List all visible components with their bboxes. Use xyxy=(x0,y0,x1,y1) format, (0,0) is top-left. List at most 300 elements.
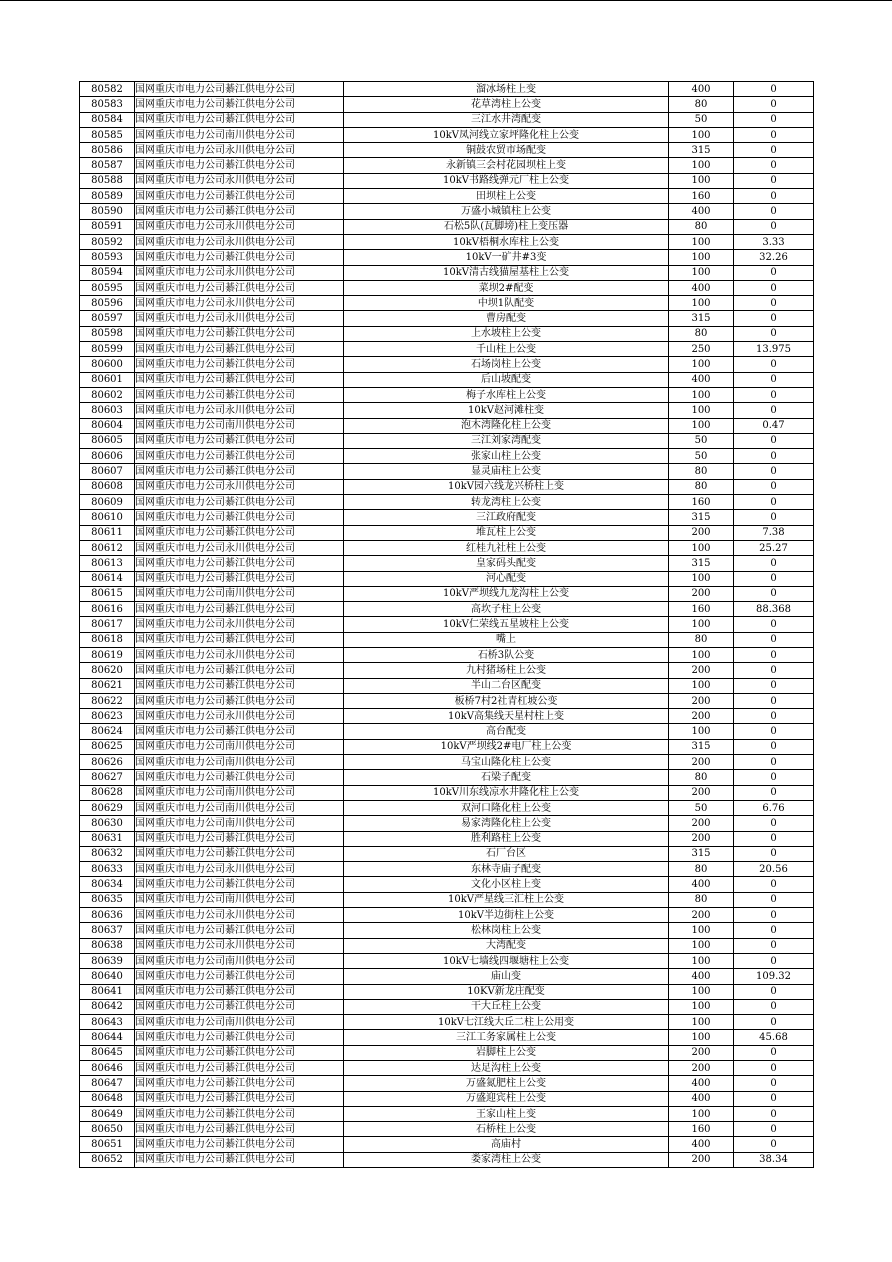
capacity-cell: 50 xyxy=(669,112,734,127)
row-id-cell: 80588 xyxy=(80,173,135,188)
transformer-table xyxy=(79,81,814,1168)
transformer-name-cell: 10kV严星线三汇柱上公变 xyxy=(344,892,669,907)
capacity-cell: 80 xyxy=(669,326,734,341)
capacity-cell: 200 xyxy=(669,1152,734,1167)
transformer-name-cell: 三江政府配变 xyxy=(344,510,669,525)
row-id-cell: 80583 xyxy=(80,97,135,112)
capacity-cell: 100 xyxy=(669,1015,734,1030)
capacity-cell: 80 xyxy=(669,479,734,494)
row-id-cell: 80598 xyxy=(80,326,135,341)
row-id-cell: 80651 xyxy=(80,1137,135,1152)
value-cell: 0 xyxy=(734,311,814,326)
value-cell: 0 xyxy=(734,816,814,831)
transformer-name-cell: 万盛小城镇柱上公变 xyxy=(344,204,669,219)
capacity-cell: 315 xyxy=(669,556,734,571)
value-cell: 0 xyxy=(734,770,814,785)
table-row xyxy=(80,357,814,372)
capacity-cell: 315 xyxy=(669,739,734,754)
table-row xyxy=(80,800,814,815)
transformer-name-cell: 红桂九社柱上公变 xyxy=(344,540,669,555)
transformer-name-cell: 石桥3队公变 xyxy=(344,647,669,662)
transformer-name-cell: 万盛迎宾柱上公变 xyxy=(344,1091,669,1106)
capacity-cell: 200 xyxy=(669,816,734,831)
table-row xyxy=(80,479,814,494)
value-cell: 0 xyxy=(734,265,814,280)
transformer-name-cell: 易家湾隆化柱上公变 xyxy=(344,816,669,831)
company-cell: 国网重庆市电力公司綦江供电分公司 xyxy=(135,1106,344,1121)
value-cell: 0.47 xyxy=(734,418,814,433)
company-cell: 国网重庆市电力公司綦江供电分公司 xyxy=(135,969,344,984)
table-row xyxy=(80,173,814,188)
company-cell: 国网重庆市电力公司綦江供电分公司 xyxy=(135,632,344,647)
transformer-name-cell: 高台配变 xyxy=(344,724,669,739)
table-row xyxy=(80,647,814,662)
transformer-name-cell: 10kV严坝线2#电厂柱上公变 xyxy=(344,739,669,754)
company-cell: 国网重庆市电力公司綦江供电分公司 xyxy=(135,1137,344,1152)
company-cell: 国网重庆市电力公司南川供电分公司 xyxy=(135,755,344,770)
company-cell: 国网重庆市电力公司南川供电分公司 xyxy=(135,892,344,907)
row-id-cell: 80628 xyxy=(80,785,135,800)
transformer-name-cell: 10KV新龙庄配变 xyxy=(344,984,669,999)
row-id-cell: 80594 xyxy=(80,265,135,280)
capacity-cell: 200 xyxy=(669,908,734,923)
value-cell: 6.76 xyxy=(734,800,814,815)
value-cell: 0 xyxy=(734,923,814,938)
row-id-cell: 80618 xyxy=(80,632,135,647)
transformer-name-cell: 石场岗柱上公变 xyxy=(344,357,669,372)
transformer-name-cell: 松林岗柱上公变 xyxy=(344,923,669,938)
transformer-name-cell: 铜鼓农贸市场配变 xyxy=(344,143,669,158)
table-row xyxy=(80,556,814,571)
table-row xyxy=(80,969,814,984)
transformer-name-cell: 高庙村 xyxy=(344,1137,669,1152)
value-cell: 0 xyxy=(734,1076,814,1091)
transformer-name-cell: 显灵庙柱上公变 xyxy=(344,464,669,479)
value-cell: 0 xyxy=(734,984,814,999)
company-cell: 国网重庆市电力公司綦江供电分公司 xyxy=(135,280,344,295)
transformer-name-cell: 菜坝2#配变 xyxy=(344,280,669,295)
value-cell: 0 xyxy=(734,1122,814,1137)
value-cell: 0 xyxy=(734,617,814,632)
row-id-cell: 80631 xyxy=(80,831,135,846)
value-cell: 0 xyxy=(734,556,814,571)
company-cell: 国网重庆市电力公司永川供电分公司 xyxy=(135,647,344,662)
capacity-cell: 100 xyxy=(669,418,734,433)
company-cell: 国网重庆市电力公司南川供电分公司 xyxy=(135,586,344,601)
value-cell: 13.975 xyxy=(734,342,814,357)
transformer-name-cell: 10kV园六线龙兴桥柱上变 xyxy=(344,479,669,494)
capacity-cell: 400 xyxy=(669,1137,734,1152)
transformer-name-cell: 双河口隆化柱上公变 xyxy=(344,800,669,815)
transformer-name-cell: 田坝柱上公变 xyxy=(344,189,669,204)
table-row xyxy=(80,495,814,510)
transformer-name-cell: 三江刘家湾配变 xyxy=(344,433,669,448)
capacity-cell: 100 xyxy=(669,647,734,662)
capacity-cell: 50 xyxy=(669,449,734,464)
row-id-cell: 80629 xyxy=(80,800,135,815)
transformer-name-cell: 永新镇三会村花园坝柱上变 xyxy=(344,158,669,173)
company-cell: 国网重庆市电力公司綦江供电分公司 xyxy=(135,495,344,510)
transformer-name-cell: 王家山柱上变 xyxy=(344,1106,669,1121)
table-row xyxy=(80,586,814,601)
capacity-cell: 50 xyxy=(669,433,734,448)
capacity-cell: 100 xyxy=(669,1106,734,1121)
transformer-name-cell: 东林寺庙子配变 xyxy=(344,862,669,877)
company-cell: 国网重庆市电力公司綦江供电分公司 xyxy=(135,770,344,785)
row-id-cell: 80649 xyxy=(80,1106,135,1121)
company-cell: 国网重庆市电力公司永川供电分公司 xyxy=(135,311,344,326)
value-cell: 38.34 xyxy=(734,1152,814,1167)
table-row xyxy=(80,1045,814,1060)
transformer-name-cell: 万盛氮肥柱上公变 xyxy=(344,1076,669,1091)
value-cell: 0 xyxy=(734,693,814,708)
table-row xyxy=(80,831,814,846)
company-cell: 国网重庆市电力公司綦江供电分公司 xyxy=(135,1045,344,1060)
transformer-name-cell: 胜利路柱上公变 xyxy=(344,831,669,846)
value-cell: 0 xyxy=(734,1091,814,1106)
capacity-cell: 400 xyxy=(669,280,734,295)
table-row xyxy=(80,984,814,999)
transformer-name-cell: 中坝1队配变 xyxy=(344,296,669,311)
row-id-cell: 80613 xyxy=(80,556,135,571)
capacity-cell: 200 xyxy=(669,693,734,708)
capacity-cell: 100 xyxy=(669,250,734,265)
company-cell: 国网重庆市电力公司南川供电分公司 xyxy=(135,1015,344,1030)
value-cell: 25.27 xyxy=(734,540,814,555)
row-id-cell: 80599 xyxy=(80,342,135,357)
table-row xyxy=(80,143,814,158)
capacity-cell: 80 xyxy=(669,632,734,647)
row-id-cell: 80650 xyxy=(80,1122,135,1137)
transformer-name-cell: 10kV高集线天星村柱上变 xyxy=(344,709,669,724)
row-id-cell: 80611 xyxy=(80,525,135,540)
value-cell: 0 xyxy=(734,953,814,968)
value-cell: 0 xyxy=(734,387,814,402)
table-row xyxy=(80,219,814,234)
capacity-cell: 100 xyxy=(669,724,734,739)
row-id-cell: 80632 xyxy=(80,846,135,861)
capacity-cell: 100 xyxy=(669,999,734,1014)
value-cell: 0 xyxy=(734,1015,814,1030)
capacity-cell: 160 xyxy=(669,495,734,510)
row-id-cell: 80609 xyxy=(80,495,135,510)
table-row xyxy=(80,709,814,724)
company-cell: 国网重庆市电力公司綦江供电分公司 xyxy=(135,1076,344,1091)
table-row xyxy=(80,387,814,402)
capacity-cell: 80 xyxy=(669,862,734,877)
capacity-cell: 80 xyxy=(669,97,734,112)
row-id-cell: 80622 xyxy=(80,693,135,708)
company-cell: 国网重庆市电力公司綦江供电分公司 xyxy=(135,449,344,464)
value-cell: 45.68 xyxy=(734,1030,814,1045)
transformer-name-cell: 嘴上 xyxy=(344,632,669,647)
company-cell: 国网重庆市电力公司南川供电分公司 xyxy=(135,739,344,754)
value-cell: 0 xyxy=(734,143,814,158)
value-cell: 20.56 xyxy=(734,862,814,877)
company-cell: 国网重庆市电力公司永川供电分公司 xyxy=(135,908,344,923)
row-id-cell: 80624 xyxy=(80,724,135,739)
transformer-name-cell: 堆瓦柱上公变 xyxy=(344,525,669,540)
table-row xyxy=(80,1091,814,1106)
row-id-cell: 80614 xyxy=(80,571,135,586)
capacity-cell: 100 xyxy=(669,234,734,249)
transformer-name-cell: 10kV书路线弹元厂柱上公变 xyxy=(344,173,669,188)
capacity-cell: 100 xyxy=(669,403,734,418)
company-cell: 国网重庆市电力公司永川供电分公司 xyxy=(135,479,344,494)
table-row xyxy=(80,755,814,770)
transformer-name-cell: 石梁子配变 xyxy=(344,770,669,785)
table-row xyxy=(80,296,814,311)
transformer-name-cell: 10kV半边街柱上公变 xyxy=(344,908,669,923)
value-cell: 0 xyxy=(734,1106,814,1121)
transformer-name-cell: 后山坡配变 xyxy=(344,372,669,387)
table-row xyxy=(80,877,814,892)
transformer-name-cell: 石松5队(瓦脚塝)柱上变压器 xyxy=(344,219,669,234)
value-cell: 0 xyxy=(734,877,814,892)
row-id-cell: 80617 xyxy=(80,617,135,632)
table-row xyxy=(80,189,814,204)
capacity-cell: 400 xyxy=(669,204,734,219)
transformer-name-cell: 梅子水库柱上公变 xyxy=(344,387,669,402)
row-id-cell: 80601 xyxy=(80,372,135,387)
transformer-name-cell: 文化小区柱上变 xyxy=(344,877,669,892)
company-cell: 国网重庆市电力公司綦江供电分公司 xyxy=(135,510,344,525)
table-row xyxy=(80,724,814,739)
capacity-cell: 160 xyxy=(669,1122,734,1137)
table-row xyxy=(80,1030,814,1045)
row-id-cell: 80605 xyxy=(80,433,135,448)
row-id-cell: 80608 xyxy=(80,479,135,494)
transformer-name-cell: 九村猪场柱上公变 xyxy=(344,663,669,678)
company-cell: 国网重庆市电力公司綦江供电分公司 xyxy=(135,250,344,265)
row-id-cell: 80606 xyxy=(80,449,135,464)
company-cell: 国网重庆市电力公司綦江供电分公司 xyxy=(135,1122,344,1137)
value-cell: 0 xyxy=(734,586,814,601)
company-cell: 国网重庆市电力公司南川供电分公司 xyxy=(135,953,344,968)
capacity-cell: 160 xyxy=(669,602,734,617)
transformer-name-cell: 10kV七江线大丘二柱上公用变 xyxy=(344,1015,669,1030)
company-cell: 国网重庆市电力公司綦江供电分公司 xyxy=(135,525,344,540)
value-cell: 0 xyxy=(734,112,814,127)
table-row xyxy=(80,311,814,326)
value-cell: 7.38 xyxy=(734,525,814,540)
company-cell: 国网重庆市电力公司永川供电分公司 xyxy=(135,938,344,953)
table-row xyxy=(80,525,814,540)
value-cell: 88.368 xyxy=(734,602,814,617)
company-cell: 国网重庆市电力公司綦江供电分公司 xyxy=(135,357,344,372)
row-id-cell: 80645 xyxy=(80,1045,135,1060)
row-id-cell: 80625 xyxy=(80,739,135,754)
value-cell: 0 xyxy=(734,433,814,448)
value-cell: 0 xyxy=(734,785,814,800)
table-body xyxy=(80,82,814,1168)
table-row xyxy=(80,953,814,968)
value-cell: 0 xyxy=(734,632,814,647)
company-cell: 国网重庆市电力公司南川供电分公司 xyxy=(135,785,344,800)
row-id-cell: 80644 xyxy=(80,1030,135,1045)
row-id-cell: 80638 xyxy=(80,938,135,953)
value-cell: 0 xyxy=(734,755,814,770)
capacity-cell: 100 xyxy=(669,357,734,372)
capacity-cell: 100 xyxy=(669,173,734,188)
table-row xyxy=(80,433,814,448)
company-cell: 国网重庆市电力公司南川供电分公司 xyxy=(135,800,344,815)
row-id-cell: 80640 xyxy=(80,969,135,984)
value-cell: 0 xyxy=(734,357,814,372)
table-row xyxy=(80,1076,814,1091)
company-cell: 国网重庆市电力公司綦江供电分公司 xyxy=(135,433,344,448)
company-cell: 国网重庆市电力公司綦江供电分公司 xyxy=(135,189,344,204)
row-id-cell: 80652 xyxy=(80,1152,135,1167)
row-id-cell: 80595 xyxy=(80,280,135,295)
capacity-cell: 80 xyxy=(669,892,734,907)
value-cell: 0 xyxy=(734,204,814,219)
value-cell: 32.26 xyxy=(734,250,814,265)
capacity-cell: 400 xyxy=(669,969,734,984)
company-cell: 国网重庆市电力公司綦江供电分公司 xyxy=(135,1091,344,1106)
value-cell: 0 xyxy=(734,510,814,525)
row-id-cell: 80589 xyxy=(80,189,135,204)
capacity-cell: 100 xyxy=(669,678,734,693)
row-id-cell: 80646 xyxy=(80,1061,135,1076)
table-row xyxy=(80,82,814,97)
company-cell: 国网重庆市电力公司永川供电分公司 xyxy=(135,234,344,249)
table-row xyxy=(80,449,814,464)
transformer-name-cell: 千山柱上公变 xyxy=(344,342,669,357)
transformer-name-cell: 10kV七墙线四堰塘柱上公变 xyxy=(344,953,669,968)
table-row xyxy=(80,785,814,800)
value-cell: 0 xyxy=(734,189,814,204)
value-cell: 0 xyxy=(734,296,814,311)
value-cell: 0 xyxy=(734,663,814,678)
capacity-cell: 200 xyxy=(669,1061,734,1076)
transformer-name-cell: 娄家湾柱上公变 xyxy=(344,1152,669,1167)
table-row xyxy=(80,571,814,586)
row-id-cell: 80641 xyxy=(80,984,135,999)
table-row xyxy=(80,540,814,555)
value-cell: 0 xyxy=(734,831,814,846)
value-cell: 0 xyxy=(734,999,814,1014)
table-row xyxy=(80,1122,814,1137)
company-cell: 国网重庆市电力公司綦江供电分公司 xyxy=(135,326,344,341)
value-cell: 0 xyxy=(734,938,814,953)
capacity-cell: 315 xyxy=(669,311,734,326)
row-id-cell: 80619 xyxy=(80,647,135,662)
capacity-cell: 100 xyxy=(669,127,734,142)
table-row xyxy=(80,464,814,479)
table-row xyxy=(80,1137,814,1152)
capacity-cell: 100 xyxy=(669,938,734,953)
row-id-cell: 80584 xyxy=(80,112,135,127)
transformer-name-cell: 10kV梧桐水库柱上公变 xyxy=(344,234,669,249)
value-cell: 3.33 xyxy=(734,234,814,249)
row-id-cell: 80635 xyxy=(80,892,135,907)
capacity-cell: 200 xyxy=(669,525,734,540)
capacity-cell: 250 xyxy=(669,342,734,357)
transformer-name-cell: 板桥7村2社青杠坡公变 xyxy=(344,693,669,708)
transformer-name-cell: 河心配变 xyxy=(344,571,669,586)
table-row xyxy=(80,1061,814,1076)
transformer-name-cell: 岩脚柱上公变 xyxy=(344,1045,669,1060)
transformer-name-cell: 张家山柱上公变 xyxy=(344,449,669,464)
table-row xyxy=(80,678,814,693)
company-cell: 国网重庆市电力公司永川供电分公司 xyxy=(135,265,344,280)
capacity-cell: 315 xyxy=(669,510,734,525)
table-row xyxy=(80,892,814,907)
value-cell: 0 xyxy=(734,403,814,418)
capacity-cell: 100 xyxy=(669,923,734,938)
capacity-cell: 100 xyxy=(669,984,734,999)
transformer-name-cell: 转龙湾柱上公变 xyxy=(344,495,669,510)
capacity-cell: 315 xyxy=(669,143,734,158)
row-id-cell: 80612 xyxy=(80,540,135,555)
capacity-cell: 100 xyxy=(669,387,734,402)
company-cell: 国网重庆市电力公司南川供电分公司 xyxy=(135,127,344,142)
transformer-name-cell: 曹房配变 xyxy=(344,311,669,326)
table-row xyxy=(80,97,814,112)
company-cell: 国网重庆市电力公司綦江供电分公司 xyxy=(135,342,344,357)
capacity-cell: 200 xyxy=(669,586,734,601)
row-id-cell: 80633 xyxy=(80,862,135,877)
capacity-cell: 100 xyxy=(669,953,734,968)
row-id-cell: 80591 xyxy=(80,219,135,234)
capacity-cell: 160 xyxy=(669,189,734,204)
transformer-name-cell: 上水坡柱上公变 xyxy=(344,326,669,341)
table-row xyxy=(80,632,814,647)
table-row xyxy=(80,510,814,525)
table-row xyxy=(80,602,814,617)
company-cell: 国网重庆市电力公司綦江供电分公司 xyxy=(135,1030,344,1045)
transformer-name-cell: 溜冰场柱上变 xyxy=(344,82,669,97)
table-row xyxy=(80,739,814,754)
company-cell: 国网重庆市电力公司綦江供电分公司 xyxy=(135,571,344,586)
transformer-name-cell: 10kV仁荣线五星坡柱上公变 xyxy=(344,617,669,632)
table-row xyxy=(80,923,814,938)
transformer-name-cell: 庙山变 xyxy=(344,969,669,984)
capacity-cell: 315 xyxy=(669,846,734,861)
table-row xyxy=(80,770,814,785)
value-cell: 0 xyxy=(734,173,814,188)
value-cell: 0 xyxy=(734,724,814,739)
transformer-name-cell: 花草湾柱上公变 xyxy=(344,97,669,112)
company-cell: 国网重庆市电力公司永川供电分公司 xyxy=(135,709,344,724)
company-cell: 国网重庆市电力公司永川供电分公司 xyxy=(135,143,344,158)
transformer-name-cell: 泡木湾隆化柱上公变 xyxy=(344,418,669,433)
value-cell: 0 xyxy=(734,1061,814,1076)
table-row xyxy=(80,1106,814,1121)
company-cell: 国网重庆市电力公司永川供电分公司 xyxy=(135,296,344,311)
row-id-cell: 80596 xyxy=(80,296,135,311)
company-cell: 国网重庆市电力公司綦江供电分公司 xyxy=(135,693,344,708)
value-cell: 0 xyxy=(734,1045,814,1060)
value-cell: 0 xyxy=(734,219,814,234)
capacity-cell: 400 xyxy=(669,372,734,387)
transformer-name-cell: 石桥柱上公变 xyxy=(344,1122,669,1137)
capacity-cell: 100 xyxy=(669,296,734,311)
value-cell: 0 xyxy=(734,739,814,754)
transformer-name-cell: 10kV川东线凉水井隆化柱上公变 xyxy=(344,785,669,800)
table-row xyxy=(80,158,814,173)
capacity-cell: 100 xyxy=(669,617,734,632)
row-id-cell: 80603 xyxy=(80,403,135,418)
transformer-name-cell: 10kV赵河滩柱变 xyxy=(344,403,669,418)
row-id-cell: 80634 xyxy=(80,877,135,892)
row-id-cell: 80600 xyxy=(80,357,135,372)
capacity-cell: 200 xyxy=(669,663,734,678)
table-row xyxy=(80,908,814,923)
transformer-name-cell: 干大丘柱上公变 xyxy=(344,999,669,1014)
value-cell: 0 xyxy=(734,280,814,295)
